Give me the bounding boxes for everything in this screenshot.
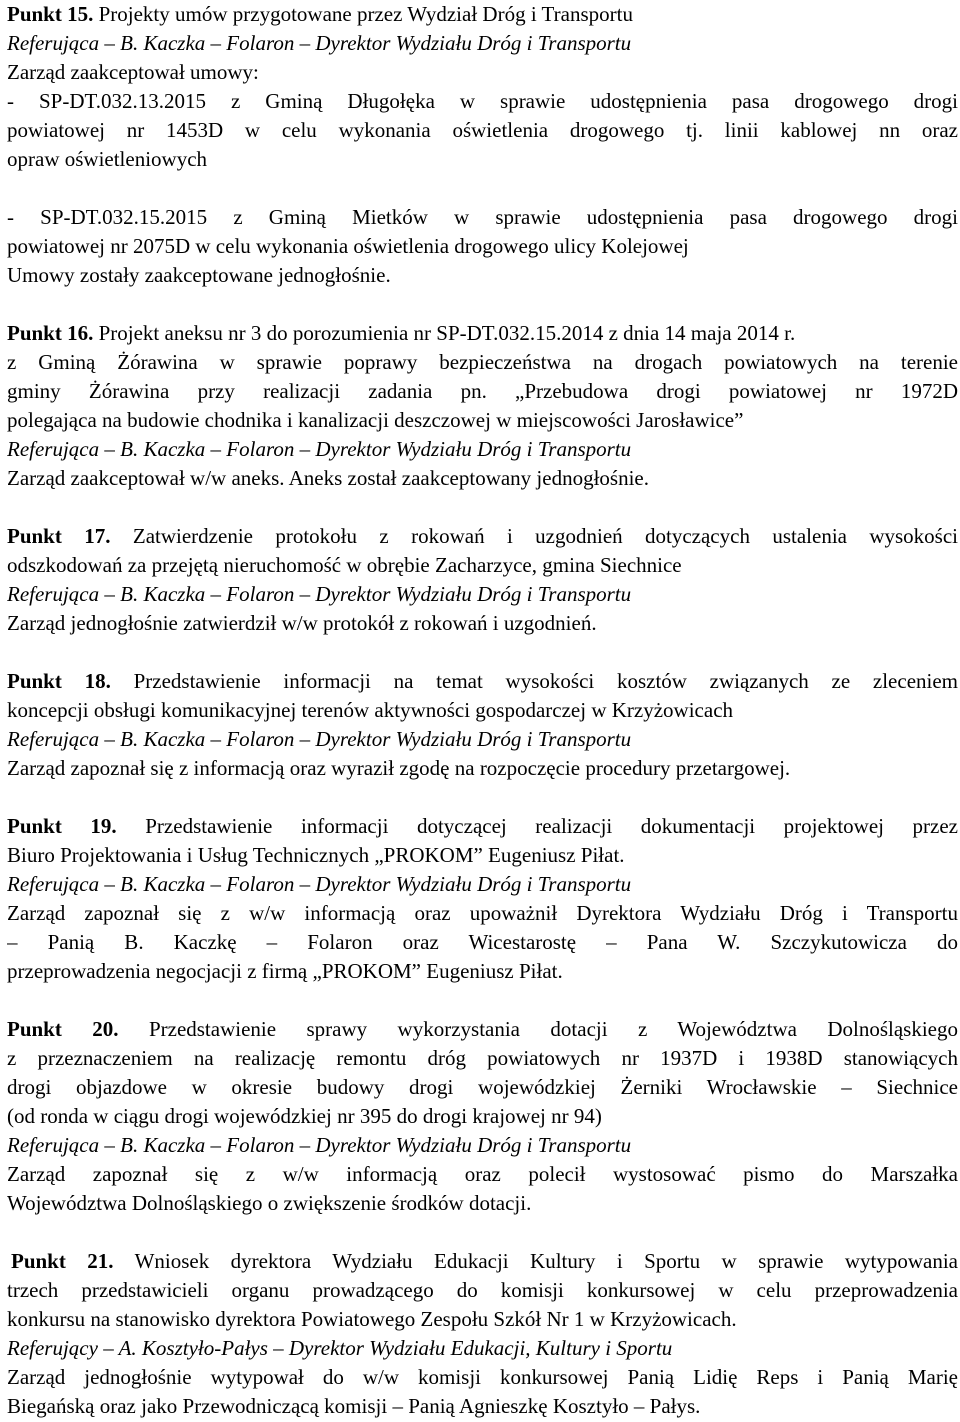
- document-body: [7, 0, 958, 1421]
- text-line: [7, 377, 958, 406]
- document-section: [7, 522, 958, 638]
- text-run: Wniosek dyrektora Wydziału Edukacji Kultury i Sportu w sprawie wytypowania: [113, 1249, 958, 1273]
- document-section: [7, 1015, 958, 1218]
- text-run: polegająca na budowie chodnika i kanalizacji deszczowej w miejscowości Jarosławice”: [7, 408, 744, 432]
- text-run: Zarząd jednogłośnie wytypował do w/w komisji konkursowej Panią Lidię Reps i Panią Marię: [7, 1365, 958, 1389]
- text-run: Biegańską oraz jako Przewodniczącą komisji – Panią Agnieszkę Kosztyło – Pałys.: [7, 1394, 701, 1418]
- text-run: przeprowadzenia negocjacji z firmą „PROKOM” Eugeniusz Piłat.: [7, 959, 563, 983]
- document-section: [7, 1247, 958, 1421]
- text-run: trzech przedstawicieli organu prowadzącego do komisji konkursowej w celu przeprowadzenia: [7, 1278, 958, 1302]
- document-section: [7, 0, 958, 174]
- text-line: [7, 667, 958, 696]
- text-line: [7, 1044, 958, 1073]
- document-section: [7, 203, 958, 290]
- text-line: [7, 1392, 958, 1421]
- presenter-line: Referująca – B. Kaczka – Folaron – Dyrektor Wydziału Dróg i Transportu: [7, 872, 632, 896]
- text-run: drogi objazdowe w okresie budowy drogi wojewódzkiej Żerniki Wrocławskie – Siechnice: [7, 1075, 958, 1099]
- text-line: [7, 58, 958, 87]
- text-run: - SP-DT.032.15.2015 z Gminą Mietków w sprawie udostępnienia pasa drogowego drogi: [7, 205, 958, 229]
- paragraph-gap: [7, 638, 958, 667]
- text-run: z przeznaczeniem na realizację remontu dróg powiatowych nr 1937D i 1938D stanowiących: [7, 1046, 958, 1070]
- paragraph-gap: [7, 1218, 958, 1247]
- item-number: Punkt 17.: [7, 524, 111, 548]
- item-number: Punkt 15.: [7, 2, 94, 26]
- text-run: powiatowej nr 1453D w celu wykonania oświetlenia drogowego tj. linii kablowej nn oraz: [7, 118, 958, 142]
- text-run: Zarząd jednogłośnie zatwierdził w/w protokół z rokowań i uzgodnień.: [7, 611, 597, 635]
- text-run: z Gminą Żórawina w sprawie poprawy bezpieczeństwa na drogach powiatowych na terenie: [7, 350, 958, 374]
- text-line: [7, 145, 958, 174]
- text-line: [7, 1363, 958, 1392]
- text-line: [7, 1247, 958, 1276]
- item-number: Punkt 20.: [7, 1017, 119, 1041]
- document-section: [7, 667, 958, 783]
- text-run: - SP-DT.032.13.2015 z Gminą Długołęka w sprawie udostępnienia pasa drogowego drogi: [7, 89, 958, 113]
- text-line: [7, 319, 958, 348]
- paragraph-gap: [7, 290, 958, 319]
- text-line: [7, 725, 958, 754]
- text-line: [7, 116, 958, 145]
- text-line: [7, 870, 958, 899]
- text-run: powiatowej nr 2075D w celu wykonania oświetlenia drogowego ulicy Kolejowej: [7, 234, 689, 258]
- text-run: (od ronda w ciągu drogi wojewódzkiej nr 395 do drogi krajowej nr 94): [7, 1104, 602, 1128]
- text-line: [7, 1305, 958, 1334]
- text-run: koncepcji obsługi komunikacyjnej terenów aktywności gospodarczej w Krzyżowicach: [7, 698, 734, 722]
- paragraph-gap: [7, 174, 958, 203]
- text-line: [7, 203, 958, 232]
- presenter-line: Referująca – B. Kaczka – Folaron – Dyrektor Wydziału Dróg i Transportu: [7, 31, 632, 55]
- presenter-line: Referująca – B. Kaczka – Folaron – Dyrektor Wydziału Dróg i Transportu: [7, 1133, 632, 1157]
- text-line: [7, 1334, 958, 1363]
- text-line: [7, 928, 958, 957]
- presenter-line: Referująca – B. Kaczka – Folaron – Dyrektor Wydziału Dróg i Transportu: [7, 582, 632, 606]
- text-run: opraw oświetleniowych: [7, 147, 208, 171]
- text-run: Projekt aneksu nr 3 do porozumienia nr SP-DT.032.15.2014 z dnia 14 maja 2014 r.: [93, 321, 796, 345]
- text-line: [7, 522, 958, 551]
- document-section: [7, 812, 958, 986]
- text-line: [7, 87, 958, 116]
- text-line: [7, 1073, 958, 1102]
- text-run: Zarząd zapoznał się z informacją oraz wyraził zgodę na rozpoczęcie procedury przetargowej.: [7, 756, 791, 780]
- text-line: [7, 580, 958, 609]
- text-line: [7, 1102, 958, 1131]
- text-run: Zatwierdzenie protokołu z rokowań i uzgodnień dotyczących ustalenia wysokości: [110, 524, 958, 548]
- text-run: – Panią B. Kaczkę – Folaron oraz Wicestarostę – Pana W. Szczykutowicza do: [7, 930, 958, 954]
- text-line: [7, 232, 958, 261]
- text-line: [7, 899, 958, 928]
- text-run: Województwa Dolnośląskiego o zwiększenie środków dotacji.: [7, 1191, 532, 1215]
- text-line: [7, 29, 958, 58]
- text-line: [7, 261, 958, 290]
- text-run: Przedstawienie sprawy wykorzystania dotacji z Województwa Dolnośląskiego: [118, 1017, 958, 1041]
- presenter-line: Referująca – B. Kaczka – Folaron – Dyrektor Wydziału Dróg i Transportu: [7, 727, 632, 751]
- text-run: Projekty umów przygotowane przez Wydział Dróg i Transportu: [93, 2, 633, 26]
- text-line: [7, 1189, 958, 1218]
- text-run: Zarząd zaakceptował umowy:: [7, 60, 259, 84]
- text-line: [7, 609, 958, 638]
- text-run: Zarząd zapoznał się z w/w informacją oraz polecił wystosować pismo do Marszałka: [7, 1162, 958, 1186]
- text-run: konkursu na stanowisko dyrektora Powiatowego Zespołu Szkół Nr 1 w Krzyżowicach.: [7, 1307, 737, 1331]
- paragraph-gap: [7, 493, 958, 522]
- text-line: [7, 1131, 958, 1160]
- text-run: Biuro Projektowania i Usług Technicznych „PROKOM” Eugeniusz Piłat.: [7, 843, 625, 867]
- paragraph-gap: [7, 986, 958, 1015]
- text-run: Zarząd zapoznał się z w/w informacją oraz upoważnił Dyrektora Wydziału Dróg i Transportu: [7, 901, 958, 925]
- text-line: [7, 551, 958, 580]
- item-number: Punkt 21.: [11, 1249, 114, 1273]
- text-line: [7, 0, 958, 29]
- paragraph-gap: [7, 783, 958, 812]
- presenter-line: Referująca – B. Kaczka – Folaron – Dyrektor Wydziału Dróg i Transportu: [7, 437, 632, 461]
- text-line: [7, 1015, 958, 1044]
- text-run: Przedstawienie informacji na temat wysokości kosztów związanych ze zleceniem: [110, 669, 958, 693]
- text-run: Zarząd zaakceptował w/w aneks. Aneks został zaakceptowany jednogłośnie.: [7, 466, 649, 490]
- text-line: [7, 1276, 958, 1305]
- text-run: Przedstawienie informacji dotyczącej realizacji dokumentacji projektowej przez: [116, 814, 958, 838]
- item-number: Punkt 19.: [7, 814, 117, 838]
- text-line: [7, 696, 958, 725]
- text-line: [7, 348, 958, 377]
- item-number: Punkt 18.: [7, 669, 111, 693]
- text-line: [7, 957, 958, 986]
- text-line: [7, 754, 958, 783]
- text-run: gminy Żórawina przy realizacji zadania pn. „Przebudowa drogi powiatowej nr 1972D: [7, 379, 958, 403]
- text-line: [7, 1160, 958, 1189]
- document-section: [7, 319, 958, 493]
- text-line: [7, 435, 958, 464]
- text-line: [7, 406, 958, 435]
- text-run: Umowy zostały zaakceptowane jednogłośnie.: [7, 263, 391, 287]
- item-number: Punkt 16.: [7, 321, 94, 345]
- text-line: [7, 464, 958, 493]
- text-line: [7, 812, 958, 841]
- text-line: [7, 841, 958, 870]
- presenter-line: Referujący – A. Kosztyło-Pałys – Dyrektor Wydziału Edukacji, Kultury i Sportu: [7, 1336, 673, 1360]
- text-run: odszkodowań za przejętą nieruchomość w obrębie Zacharzyce, gmina Siechnice: [7, 553, 682, 577]
